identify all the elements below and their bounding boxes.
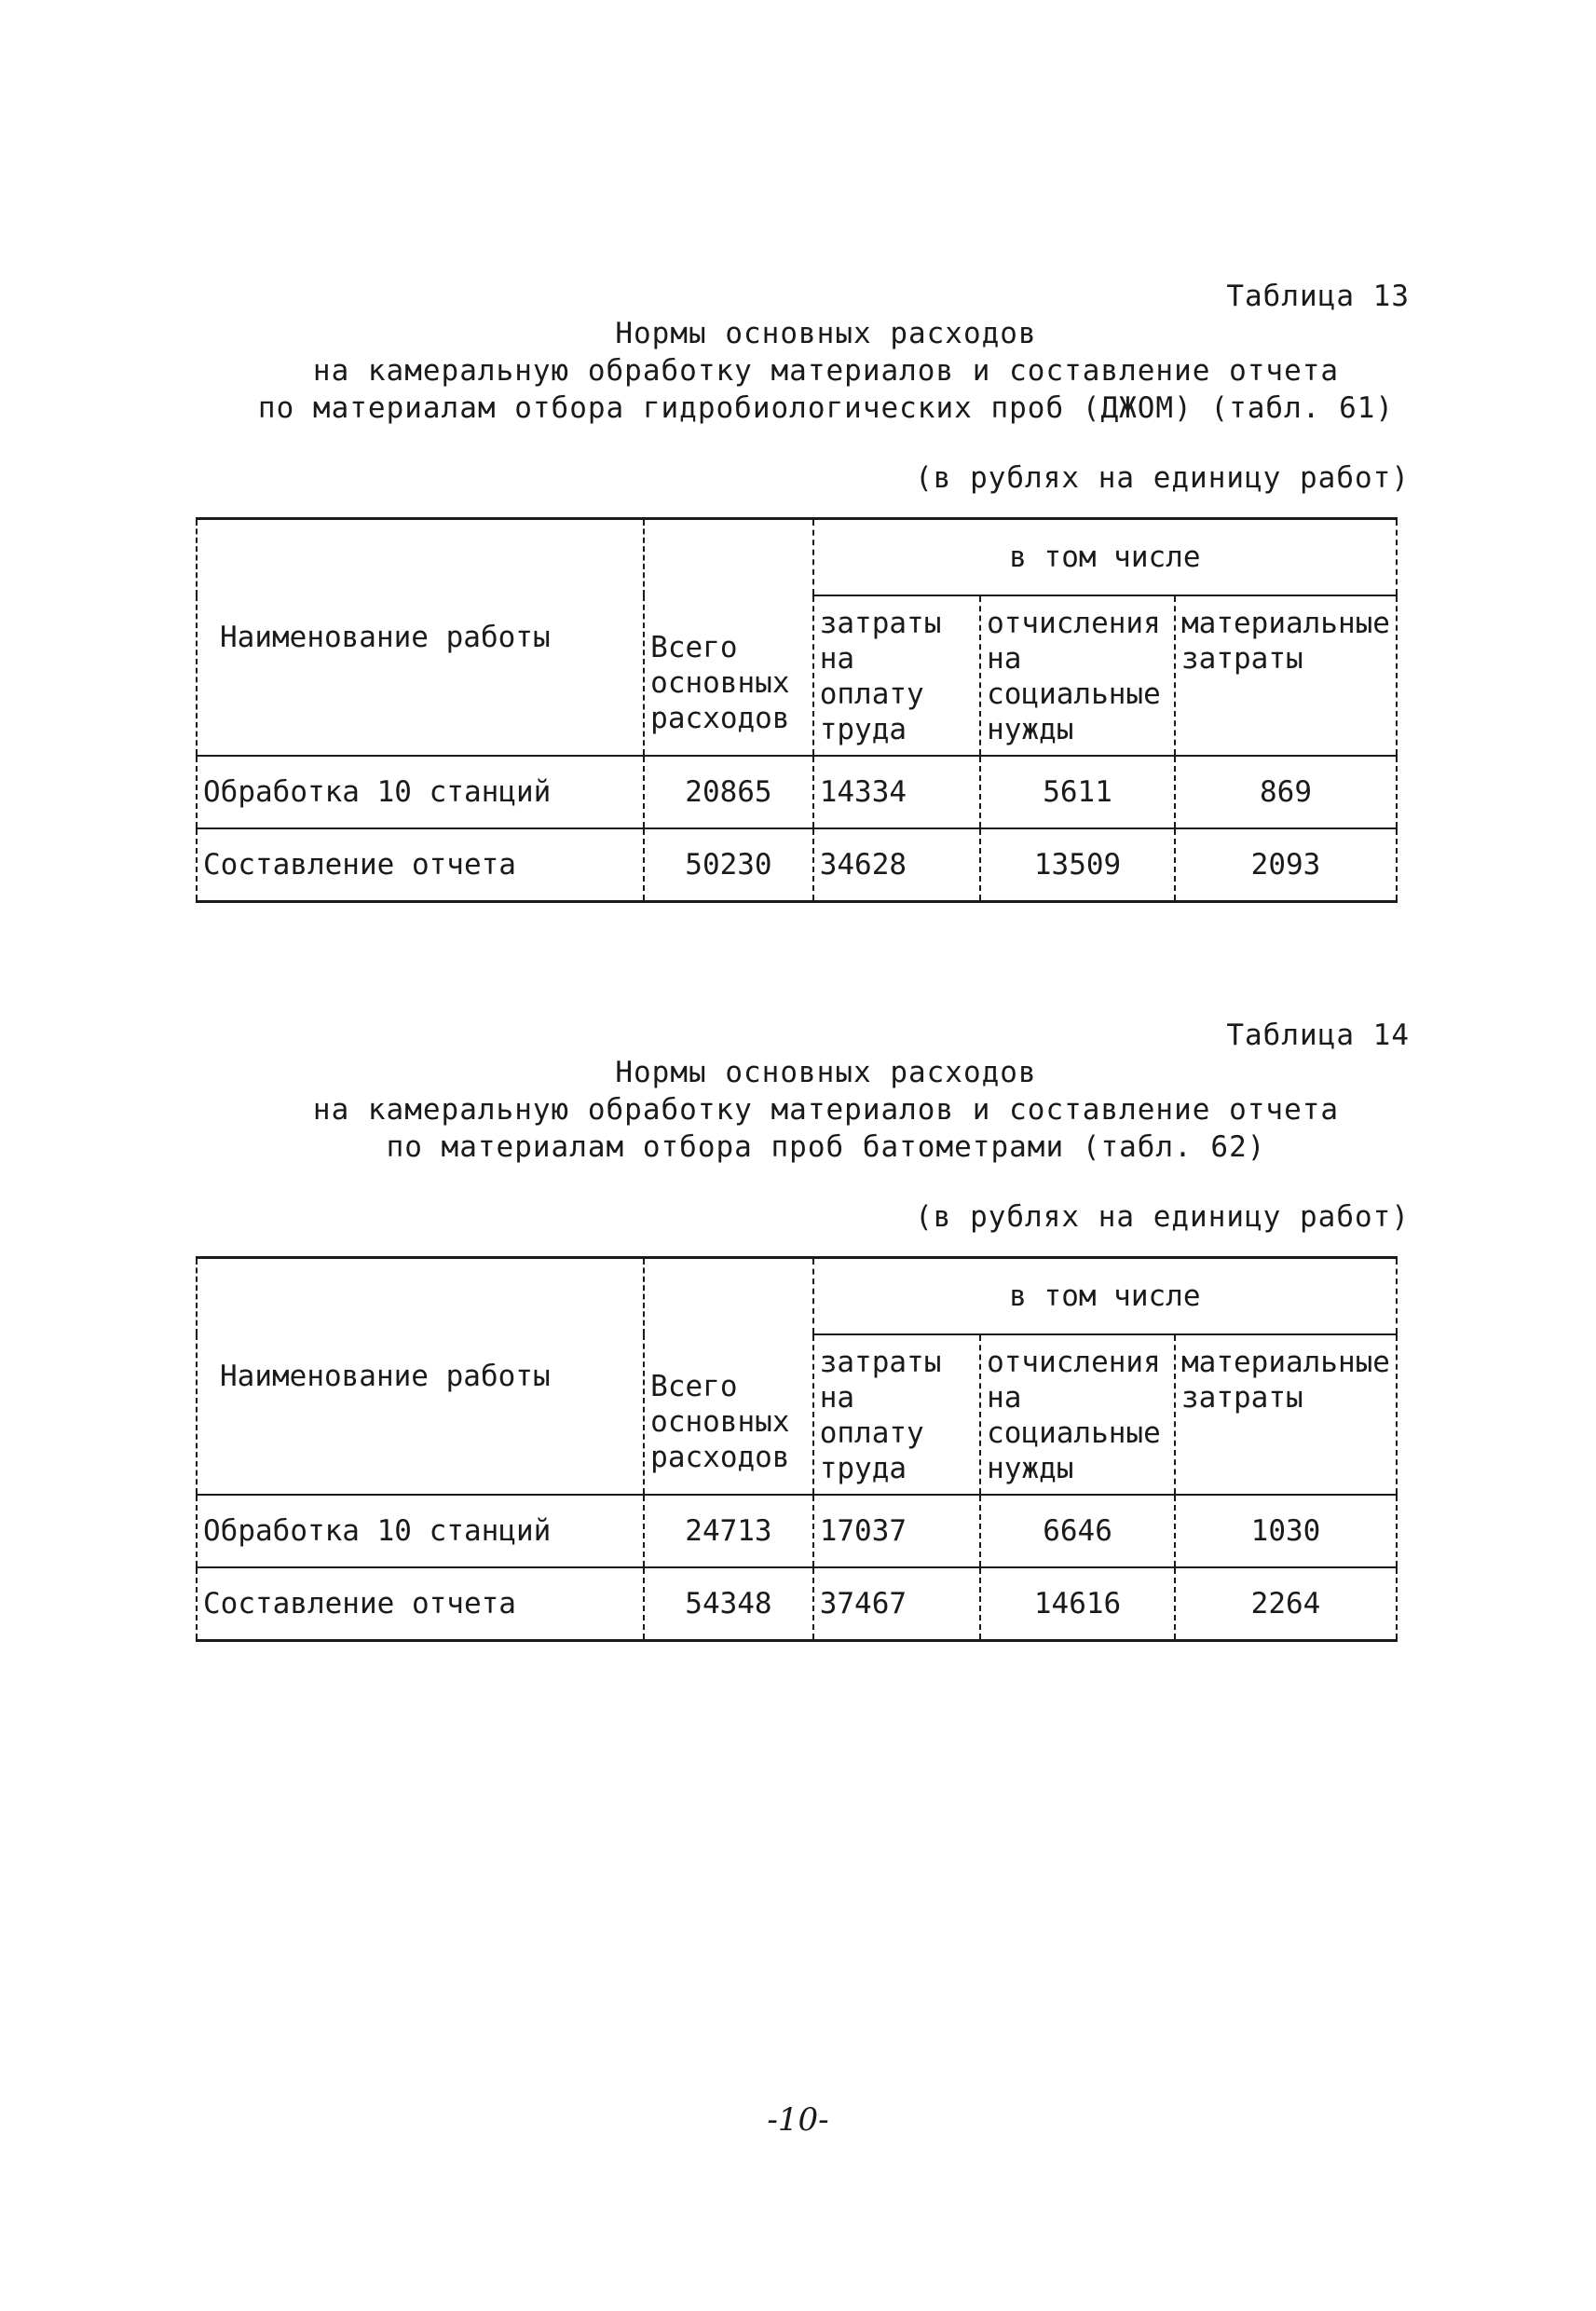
page-number: -10-: [767, 2101, 829, 2139]
cell-pay: 14334: [813, 756, 980, 828]
row-name: Обработка 10 станций: [197, 756, 644, 828]
header-group: в том числе: [813, 519, 1397, 596]
table-row: [197, 756, 1397, 828]
table-14-caption-line-3: по материалам отбора проб батометрами (табл. 62): [386, 1130, 1266, 1164]
cell-pay: 34628: [813, 828, 980, 902]
table-13-unit: (в рублях на единицу работ): [915, 461, 1410, 495]
header-pay: затраты на оплату труда: [813, 595, 980, 756]
cell-social: 5611: [980, 756, 1175, 828]
cell-total: 20865: [644, 756, 813, 828]
header-social: отчисления на социальные нужды: [980, 595, 1175, 756]
cell-social: 14616: [980, 1567, 1175, 1641]
cell-materials: 2093: [1175, 828, 1397, 902]
row-name: Обработка 10 станций: [197, 1495, 644, 1567]
header-total: Всего основных расходов: [644, 1258, 813, 1496]
cell-social: 6646: [980, 1495, 1175, 1567]
header-group: в том числе: [813, 1258, 1397, 1335]
table-14-caption-line-2: на камеральную обработку материалов и составление отчета: [312, 1093, 1340, 1127]
table-row: [197, 828, 1397, 902]
header-pay: затраты на оплату труда: [813, 1334, 980, 1495]
cell-total: 50230: [644, 828, 813, 902]
row-name: Составление отчета: [197, 828, 644, 902]
table-13-caption-line-1: Нормы основных расходов: [615, 317, 1037, 350]
cell-total: 54348: [644, 1567, 813, 1641]
table-13-number: Таблица 13: [1226, 280, 1410, 313]
header-name: Наименование работы: [197, 519, 644, 757]
cell-pay: 37467: [813, 1567, 980, 1641]
table-13-caption-line-2: на камеральную обработку материалов и составление отчета: [312, 354, 1340, 388]
cell-materials: 869: [1175, 756, 1397, 828]
table-14-number: Таблица 14: [1226, 1019, 1410, 1052]
table-14: [196, 1256, 1398, 1642]
table-13-caption: [0, 315, 1596, 427]
table-13: [196, 517, 1398, 903]
table-14-caption-line-1: Нормы основных расходов: [615, 1056, 1037, 1089]
table-14-unit: (в рублях на единицу работ): [915, 1200, 1410, 1234]
header-total: Всего основных расходов: [644, 519, 813, 757]
header-social: отчисления на социальные нужды: [980, 1334, 1175, 1495]
table-13-caption-line-3: по материалам отбора гидробиологических проб (ДЖОМ) (табл. 61): [257, 391, 1395, 425]
cell-social: 13509: [980, 828, 1175, 902]
cell-materials: 1030: [1175, 1495, 1397, 1567]
header-materials: материальные затраты: [1175, 595, 1397, 756]
table-row: [197, 1567, 1397, 1641]
header-name: Наименование работы: [197, 1258, 644, 1496]
cell-pay: 17037: [813, 1495, 980, 1567]
cell-total: 24713: [644, 1495, 813, 1567]
row-name: Составление отчета: [197, 1567, 644, 1641]
cell-materials: 2264: [1175, 1567, 1397, 1641]
header-materials: материальные затраты: [1175, 1334, 1397, 1495]
table-row: [197, 1495, 1397, 1567]
table-14-caption: [0, 1054, 1596, 1166]
